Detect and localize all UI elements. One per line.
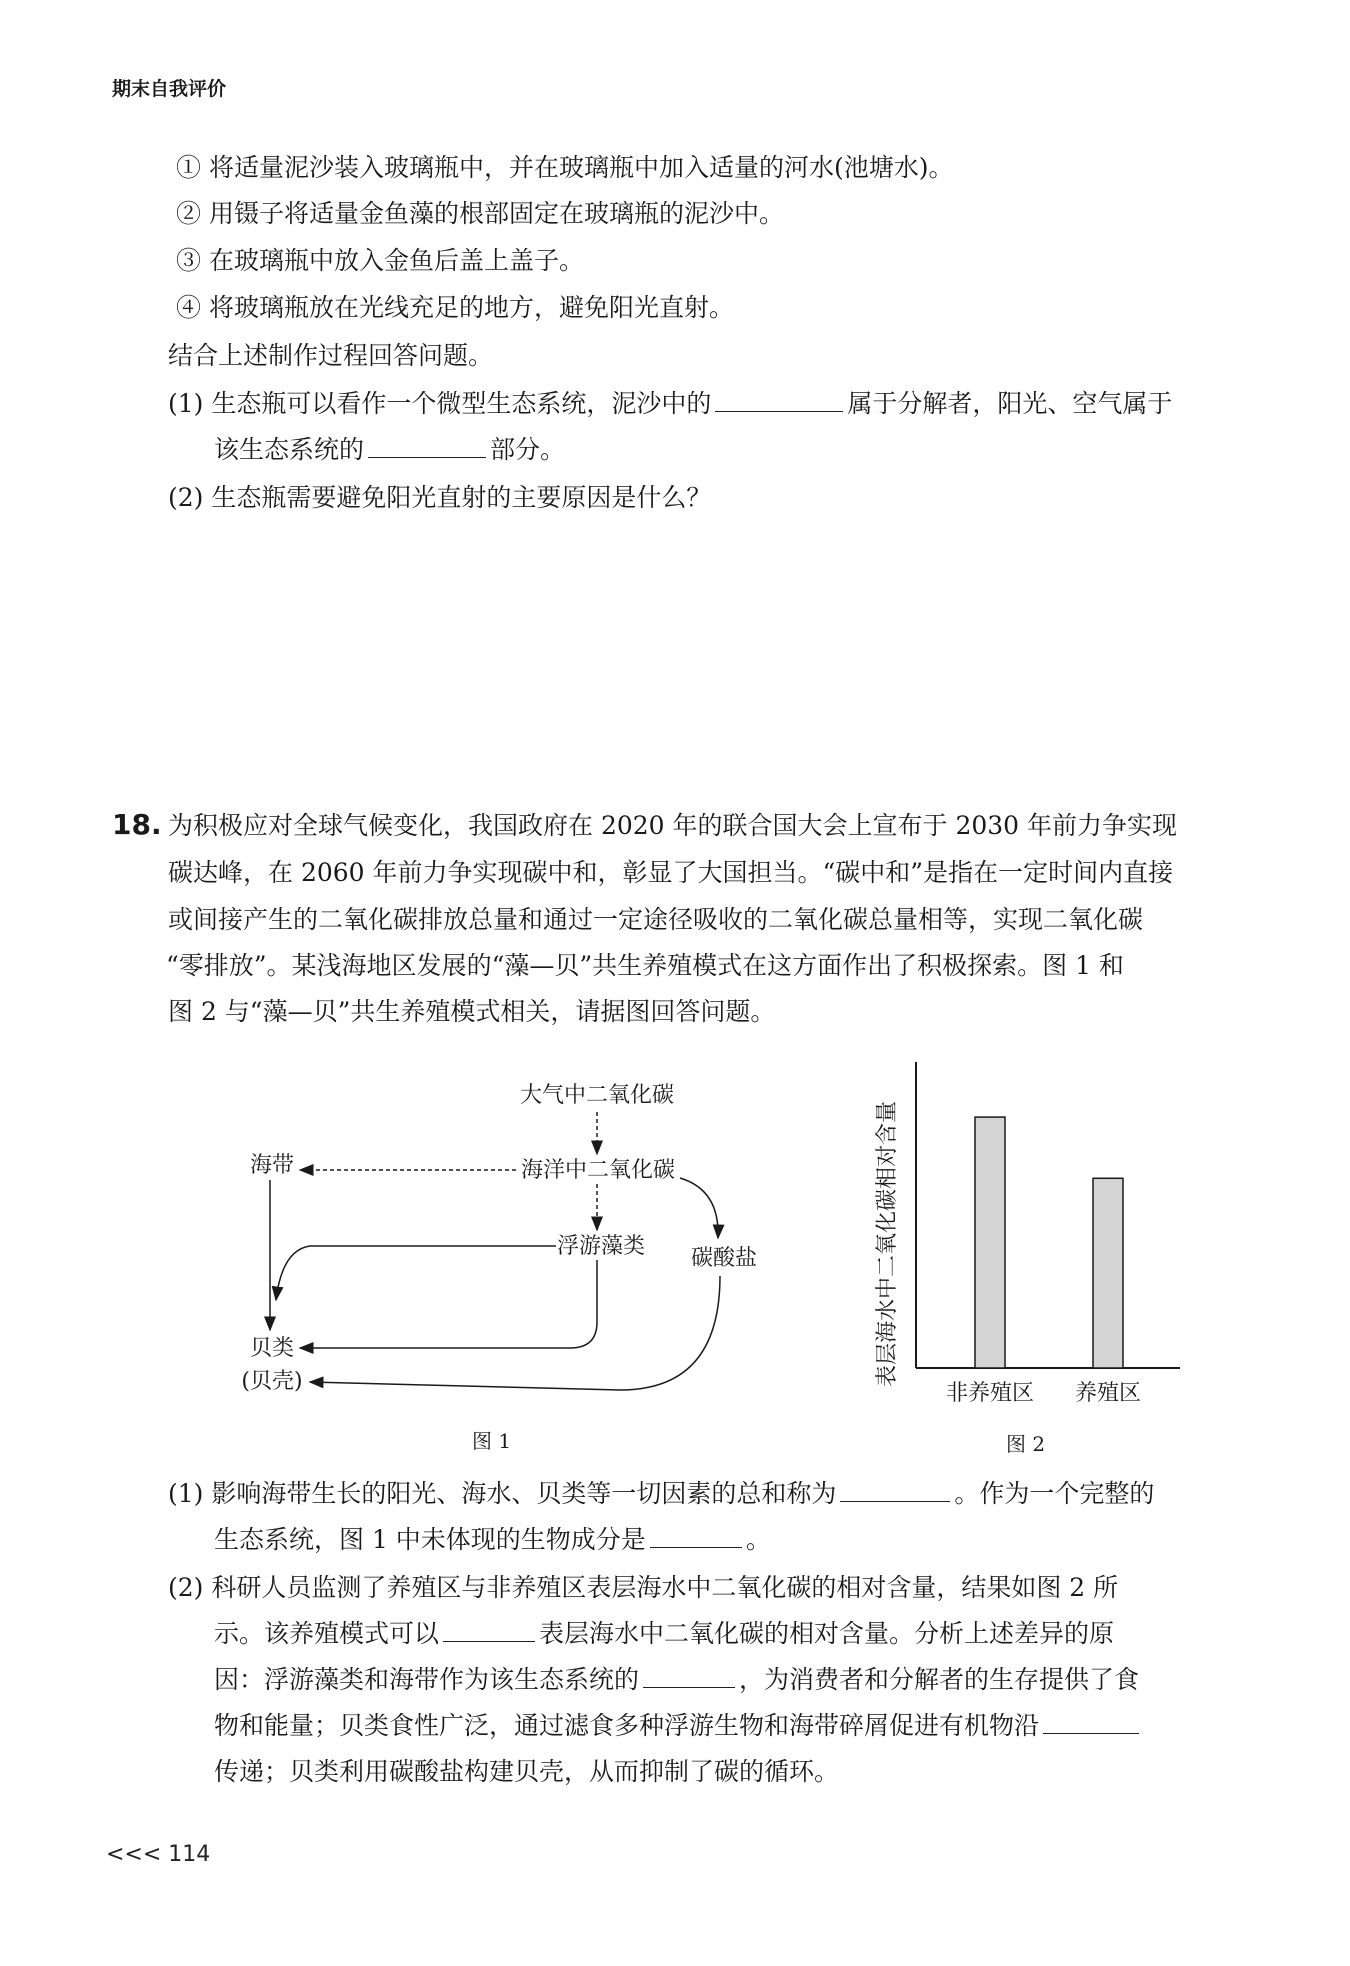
x-tick-label: 养殖区: [1074, 1381, 1142, 1406]
q17-2-text: (2) 生态瓶需要避免阳光直射的主要原因是什么？: [168, 483, 712, 512]
figure-2-caption: 图 2: [1006, 1432, 1046, 1456]
q18-1-text-c: 生态系统，图 1 中未体现的生物成分是: [214, 1525, 646, 1554]
figure-2-chart: [860, 1050, 1190, 1450]
node-shell: (贝壳): [241, 1369, 303, 1394]
q18-line-5: 图 2 与“藻—贝”共生养殖模式相关，请据图回答问题。: [168, 997, 776, 1026]
q18-2-text-2a: 示。该养殖模式可以: [214, 1619, 440, 1648]
node-kelp: 海带: [249, 1153, 295, 1178]
q18-1-text-a: (1) 影响海带生长的阳光、海水、贝类等一切因素的总和称为: [168, 1479, 837, 1508]
bar-non-farming-area: [975, 1117, 1005, 1368]
q18-1-text-d: 。: [745, 1525, 771, 1554]
arrow-plankton-to-shellfish-left: [276, 1246, 556, 1300]
q18-2-line5: 传递；贝类利用碳酸盐构建贝壳，从而抑制了碳的循环。: [214, 1757, 840, 1786]
step-4: ④ 将玻璃瓶放在光线充足的地方，避免阳光直射。: [176, 293, 734, 322]
q18-2-text-2b: 表层海水中二氧化碳的相对含量。分析上述差异的原: [539, 1619, 1115, 1648]
q17-1-text-c: 该生态系统的: [214, 435, 365, 464]
node-plankton: 浮游藻类: [556, 1234, 646, 1259]
step-3: ③ 在玻璃瓶中放入金鱼后盖上盖子。: [176, 246, 584, 275]
answer-blank[interactable]: [1043, 1709, 1139, 1734]
q18-2-text-3b: ，为消费者和分解者的生存提供了食: [739, 1665, 1140, 1694]
y-axis-label: 表层海水中二氧化碳相对含量: [875, 1100, 900, 1388]
answer-blank[interactable]: [840, 1477, 950, 1502]
bar-farming-area: [1093, 1178, 1123, 1368]
q18-1-text-b: 。作为一个完整的: [954, 1479, 1155, 1508]
q18-2-text-3a: 因：浮游藻类和海带作为该生态系统的: [214, 1665, 640, 1694]
q18-line-3: 或间接产生的二氧化碳排放总量和通过一定途径吸收的二氧化碳总量相等，实现二氧化碳: [168, 905, 1144, 934]
question-number: 18.: [112, 808, 162, 841]
answer-blank[interactable]: [368, 433, 486, 458]
q18-2-line4: [214, 1708, 1143, 1744]
figure-1-diagram: [220, 1060, 800, 1410]
q17-1-text-d: 部分。: [490, 435, 566, 464]
q18-2-text-4a: 物和能量；贝类食性广泛，通过滤食多种浮游生物和海带碎屑促进有机物沿: [214, 1711, 1040, 1740]
x-tick-label: 非养殖区: [945, 1381, 1035, 1406]
q18-2-line1: (2) 科研人员监测了养殖区与非养殖区表层海水中二氧化碳的相对含量，结果如图 2 所: [168, 1573, 1119, 1602]
q18-line-1: 为积极应对全球气候变化，我国政府在 2020 年的联合国大会上宣布于 2030 年前力争实现: [168, 811, 1178, 840]
arrow-carbonate-to-shell: [310, 1276, 720, 1390]
q18-2-line2: [214, 1616, 1114, 1652]
node-carbonate: 碳酸盐: [690, 1246, 758, 1271]
arrow-ocean-to-carbonate: [680, 1178, 718, 1238]
q18-1-line2: [214, 1522, 771, 1558]
q17-1-line2: [214, 432, 565, 468]
q18-2-line3: [214, 1662, 1139, 1698]
node-atmosphere-co2: 大气中二氧化碳: [519, 1083, 675, 1108]
q17-1-line1: [168, 386, 1172, 422]
node-shellfish: 贝类: [249, 1336, 295, 1361]
page-header: 期末自我评价: [112, 78, 227, 100]
step-2: ② 用镊子将适量金鱼藻的根部固定在玻璃瓶的泥沙中。: [176, 199, 784, 228]
step-1: ① 将适量泥沙装入玻璃瓶中，并在玻璃瓶中加入适量的河水(池塘水)。: [176, 153, 954, 182]
answer-blank[interactable]: [643, 1663, 735, 1688]
q18-line-4: “零排放”。某浅海地区发展的“藻—贝”共生养殖模式在这方面作出了积极探索。图 1 和: [166, 951, 1124, 980]
intro-text: 结合上述制作过程回答问题。: [168, 341, 494, 370]
arrow-plankton-to-shellfish: [300, 1260, 597, 1348]
page-number: <<< 114: [106, 1842, 211, 1867]
q17-1-text-a: (1) 生态瓶可以看作一个微型生态系统，泥沙中的: [168, 389, 712, 418]
answer-blank[interactable]: [650, 1523, 742, 1548]
answer-blank[interactable]: [443, 1617, 535, 1642]
answer-blank[interactable]: [715, 387, 843, 412]
q18-1-line1: [168, 1476, 1154, 1512]
q18-line-2: 碳达峰，在 2060 年前力争实现碳中和，彰显了大国担当。“碳中和”是指在一定时间内直接: [168, 858, 1174, 887]
figure-1-caption: 图 1: [472, 1429, 512, 1453]
node-ocean-co2: 海洋中二氧化碳: [520, 1158, 676, 1183]
q17-1-text-b: 属于分解者，阳光、空气属于: [847, 389, 1173, 418]
